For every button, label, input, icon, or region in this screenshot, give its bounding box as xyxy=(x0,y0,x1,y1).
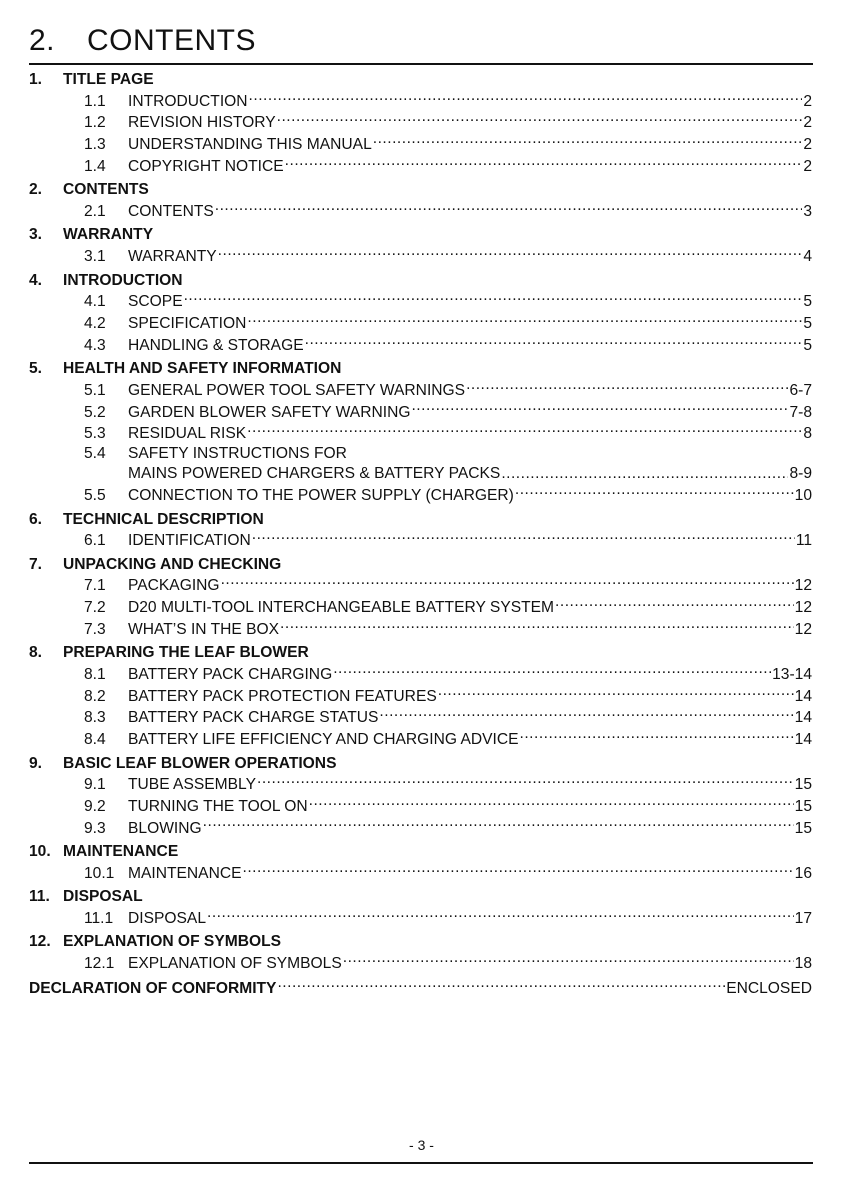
entry-page-number: 2 xyxy=(803,157,812,175)
section-heading[interactable] xyxy=(29,510,812,530)
section-title: EXPLANATION OF SYMBOLS xyxy=(63,933,282,951)
toc-entry[interactable] xyxy=(29,952,812,974)
entry-title xyxy=(128,909,206,929)
section-number: 4. xyxy=(29,271,43,289)
entry-title-line: WHAT’S IN THE BOX xyxy=(128,620,280,638)
dot-leader xyxy=(333,663,771,679)
declaration-page: ENCLOSED xyxy=(726,980,812,998)
dot-leader xyxy=(252,530,795,546)
entry-page-number: 8 xyxy=(803,425,812,443)
entry-page-number: 17 xyxy=(794,909,812,927)
entry-title xyxy=(128,92,248,112)
entry-title-line: BATTERY PACK CHARGE STATUS xyxy=(128,709,379,727)
entry-title xyxy=(128,598,554,618)
toc-entry[interactable] xyxy=(29,795,812,817)
entry-title xyxy=(128,620,279,640)
dot-leader xyxy=(466,379,788,395)
toc-entry[interactable] xyxy=(29,575,812,597)
entry-number: 8.1 xyxy=(84,665,106,683)
page-title-text: CONTENTS xyxy=(87,24,256,57)
dot-leader xyxy=(438,685,794,701)
dot-leader xyxy=(285,155,803,171)
toc-section xyxy=(29,70,812,177)
toc-entry[interactable] xyxy=(29,484,812,506)
dot-leader xyxy=(257,774,794,790)
section-number: 12. xyxy=(29,933,51,951)
section-number: 10. xyxy=(29,843,51,861)
dot-leader xyxy=(379,707,793,723)
dot-leader xyxy=(184,291,803,307)
section-title: TITLE PAGE xyxy=(63,71,154,88)
section-heading[interactable] xyxy=(29,70,812,90)
entry-number: 9.1 xyxy=(84,776,106,794)
entry-page-number: 16 xyxy=(794,864,812,882)
dot-leader xyxy=(247,312,802,328)
entry-title xyxy=(128,247,217,267)
dot-leader xyxy=(309,795,794,811)
toc-section xyxy=(29,359,812,506)
section-heading[interactable] xyxy=(29,643,812,663)
toc-entry[interactable] xyxy=(29,728,812,750)
section-heading[interactable] xyxy=(29,225,812,245)
toc-entry[interactable] xyxy=(29,401,812,423)
toc-entry[interactable] xyxy=(29,291,812,313)
section-title: HEALTH AND SAFETY INFORMATION xyxy=(63,360,342,378)
entry-title-line: GENERAL POWER TOOL SAFETY WARNINGS xyxy=(128,381,466,399)
toc-entry[interactable] xyxy=(29,597,812,619)
section-title: BASIC LEAF BLOWER OPERATIONS xyxy=(63,754,337,772)
entry-title-line: MAINS POWERED CHARGERS & BATTERY PACKS xyxy=(128,465,501,483)
entry-page-number: 13-14 xyxy=(772,665,812,683)
entry-title xyxy=(128,954,342,974)
entry-title xyxy=(128,665,332,685)
entry-page-number: 2 xyxy=(803,92,812,110)
entry-number: 7.2 xyxy=(84,599,106,617)
dot-leader xyxy=(249,90,803,106)
entry-title-line: EXPLANATION OF SYMBOLS xyxy=(128,955,342,973)
section-number: 1. xyxy=(29,71,43,88)
entry-title xyxy=(128,424,246,444)
entry-page-number: 12 xyxy=(794,599,812,617)
toc-entry[interactable] xyxy=(29,907,812,929)
dot-leader xyxy=(373,133,803,149)
entry-number: 6.1 xyxy=(84,532,106,550)
toc-entry[interactable] xyxy=(29,707,812,729)
entry-number: 8.4 xyxy=(84,731,106,749)
entry-page-number: 2 xyxy=(803,136,812,154)
entry-title xyxy=(128,444,500,484)
entry-number: 7.3 xyxy=(84,620,106,638)
declaration-entry[interactable] xyxy=(29,978,812,1000)
toc-entry[interactable] xyxy=(29,423,812,445)
toc-section xyxy=(29,887,812,929)
toc-section xyxy=(29,555,812,640)
dot-leader xyxy=(277,978,725,994)
entry-page-number: 15 xyxy=(794,797,812,815)
toc-entry[interactable] xyxy=(29,155,812,177)
entry-number: 5.4 xyxy=(84,445,106,463)
dot-leader xyxy=(501,469,788,485)
entry-title-line: DISPOSAL xyxy=(128,909,206,927)
section-number: 8. xyxy=(29,644,43,662)
entry-page-number: 5 xyxy=(803,336,812,354)
entry-title-line: REVISION HISTORY xyxy=(128,114,276,132)
entry-page-number: 14 xyxy=(794,709,812,727)
entry-number: 1.2 xyxy=(84,114,106,132)
dot-leader xyxy=(207,907,794,923)
entry-number: 4.1 xyxy=(84,293,106,311)
entry-title xyxy=(128,687,437,707)
title-divider xyxy=(29,63,813,65)
toc-section xyxy=(29,225,812,267)
section-heading[interactable] xyxy=(29,180,812,200)
section-number: 7. xyxy=(29,555,43,573)
entry-title xyxy=(128,819,202,839)
entry-title xyxy=(128,135,372,155)
toc-entry[interactable] xyxy=(29,334,812,356)
section-title: WARRANTY xyxy=(63,226,154,244)
entry-title xyxy=(128,381,465,401)
section-title: UNPACKING AND CHECKING xyxy=(63,555,282,573)
entry-number: 8.2 xyxy=(84,687,106,705)
toc-section xyxy=(29,180,812,222)
section-number: 6. xyxy=(29,510,43,528)
entry-title xyxy=(128,864,242,884)
section-heading[interactable] xyxy=(29,887,812,907)
entry-title-line: D20 MULTI-TOOL INTERCHANGEABLE BATTERY SYSTEM xyxy=(128,599,555,617)
section-heading[interactable] xyxy=(29,932,812,952)
entry-title xyxy=(128,708,378,728)
entry-page-number: 15 xyxy=(794,776,812,794)
entry-page-number: 4 xyxy=(803,248,812,266)
toc-section xyxy=(29,932,812,974)
entry-title xyxy=(128,202,214,222)
entry-number: 1.1 xyxy=(84,92,106,110)
entry-title xyxy=(128,576,220,596)
dot-leader xyxy=(280,618,794,634)
dot-leader xyxy=(221,575,794,591)
section-heading[interactable] xyxy=(29,754,812,774)
section-heading[interactable] xyxy=(29,271,812,291)
entry-page-number: 6-7 xyxy=(789,381,812,399)
entry-title-line: RESIDUAL RISK xyxy=(128,425,247,443)
entry-title-line: MAINTENANCE xyxy=(128,864,242,882)
toc-section xyxy=(29,842,812,884)
entry-page-number: 8-9 xyxy=(789,465,812,483)
toc-entry[interactable] xyxy=(29,817,812,839)
entry-page-number: 7-8 xyxy=(789,403,812,421)
section-title: PREPARING THE LEAF BLOWER xyxy=(63,644,309,662)
entry-title-line: INTRODUCTION xyxy=(128,92,248,110)
toc-entry[interactable] xyxy=(29,685,812,707)
toc-entry[interactable] xyxy=(29,133,812,155)
entry-title xyxy=(128,113,276,133)
entry-number: 4.3 xyxy=(84,336,106,354)
section-number: 2. xyxy=(29,181,43,199)
entry-title-line: SPECIFICATION xyxy=(128,314,247,332)
toc-entry[interactable] xyxy=(29,90,812,112)
toc-entry[interactable] xyxy=(29,862,812,884)
dot-leader xyxy=(520,728,794,744)
section-heading[interactable] xyxy=(29,842,812,862)
entry-title-line: UNDERSTANDING THIS MANUAL xyxy=(128,136,372,154)
entry-title-line: BATTERY PACK CHARGING xyxy=(128,665,333,683)
entry-title xyxy=(128,531,251,551)
entry-number: 5.2 xyxy=(84,403,106,421)
dot-leader xyxy=(515,484,794,500)
entry-page-number: 10 xyxy=(794,487,812,505)
entry-number: 5.5 xyxy=(84,487,106,505)
entry-number: 5.3 xyxy=(84,425,106,443)
entry-page-number: 11 xyxy=(795,532,812,550)
toc-entry[interactable] xyxy=(29,530,812,552)
toc-entry[interactable] xyxy=(29,663,812,685)
entry-number: 8.3 xyxy=(84,709,106,727)
entry-title-line: BLOWING xyxy=(128,819,202,837)
section-number: 3. xyxy=(29,226,43,244)
entry-title-line: BATTERY LIFE EFFICIENCY AND CHARGING ADVICE xyxy=(128,731,519,749)
entry-title xyxy=(128,730,519,750)
toc-section xyxy=(29,643,812,750)
entry-title-line: SAFETY INSTRUCTIONS FOR xyxy=(128,445,347,463)
page-title xyxy=(29,22,256,60)
page-title-number: 2. xyxy=(29,24,56,57)
entry-page-number: 12 xyxy=(794,620,812,638)
entry-title xyxy=(128,403,410,423)
section-title: CONTENTS xyxy=(63,181,149,199)
entry-title-line: SCOPE xyxy=(128,293,183,311)
entry-number: 4.2 xyxy=(84,314,106,332)
entry-title-line: GARDEN BLOWER SAFETY WARNING xyxy=(128,403,411,421)
entry-number: 10.1 xyxy=(84,864,115,882)
toc-entry[interactable] xyxy=(29,379,812,401)
declaration-label: DECLARATION OF CONFORMITY xyxy=(29,980,277,998)
entry-page-number: 14 xyxy=(794,731,812,749)
entry-title xyxy=(128,314,246,334)
toc-section xyxy=(29,754,812,839)
dot-leader xyxy=(243,862,794,878)
entry-title-line: CONTENTS xyxy=(128,202,214,220)
toc-section xyxy=(29,510,812,552)
toc-entry[interactable] xyxy=(29,774,812,796)
entry-page-number: 18 xyxy=(794,955,812,973)
dot-leader xyxy=(343,952,794,968)
dot-leader xyxy=(215,200,803,216)
entry-title-line: BATTERY PACK PROTECTION FEATURES xyxy=(128,687,437,705)
entry-number: 5.1 xyxy=(84,381,106,399)
section-title: INTRODUCTION xyxy=(63,271,183,289)
entry-page-number: 15 xyxy=(794,819,812,837)
entry-title xyxy=(128,775,256,795)
entry-number: 11.1 xyxy=(84,909,114,927)
section-number: 9. xyxy=(29,754,43,772)
section-title: MAINTENANCE xyxy=(63,843,179,861)
toc-entry[interactable] xyxy=(29,444,812,484)
section-number: 5. xyxy=(29,360,43,378)
dot-leader xyxy=(247,423,802,439)
toc-entry[interactable] xyxy=(29,112,812,134)
entry-title-line: WARRANTY xyxy=(128,248,217,266)
page-number: - 3 - xyxy=(409,1137,434,1153)
entry-title-line: TURNING THE TOOL ON xyxy=(128,797,308,815)
entry-page-number: 3 xyxy=(803,202,812,220)
toc-entry[interactable] xyxy=(29,312,812,334)
entry-page-number: 5 xyxy=(803,293,812,311)
entry-number: 3.1 xyxy=(84,248,106,266)
entry-title xyxy=(128,797,308,817)
entry-title-line: TUBE ASSEMBLY xyxy=(128,776,256,794)
entry-title xyxy=(128,157,284,177)
entry-title-line: HANDLING & STORAGE xyxy=(128,336,304,354)
entry-number: 1.3 xyxy=(84,136,106,154)
entry-title-line: PACKAGING xyxy=(128,577,220,595)
entry-number: 12.1 xyxy=(84,955,115,973)
entry-page-number: 14 xyxy=(794,687,812,705)
dot-leader xyxy=(277,112,803,128)
entry-title xyxy=(128,292,183,312)
dot-leader xyxy=(203,817,794,833)
toc-entry[interactable] xyxy=(29,200,812,222)
section-title: TECHNICAL DESCRIPTION xyxy=(63,510,264,528)
entry-number: 7.1 xyxy=(84,577,106,595)
section-title: DISPOSAL xyxy=(63,888,143,906)
entry-number: 9.2 xyxy=(84,797,106,815)
entry-title xyxy=(128,336,304,356)
entry-page-number: 2 xyxy=(803,114,812,132)
section-heading[interactable] xyxy=(29,359,812,379)
toc-entry[interactable] xyxy=(29,246,812,268)
footer-divider xyxy=(29,1162,813,1164)
dot-leader xyxy=(305,334,803,350)
entry-number: 9.3 xyxy=(84,819,106,837)
dot-leader xyxy=(218,246,803,262)
entry-page-number: 5 xyxy=(803,314,812,332)
entry-page-number: 12 xyxy=(794,577,812,595)
section-heading[interactable] xyxy=(29,555,812,575)
dot-leader xyxy=(555,597,794,613)
toc-entry[interactable] xyxy=(29,618,812,640)
entry-title-line: CONNECTION TO THE POWER SUPPLY (CHARGER) xyxy=(128,487,514,505)
entry-title-line: COPYRIGHT NOTICE xyxy=(128,157,284,175)
toc-section xyxy=(29,271,812,356)
dot-leader xyxy=(411,401,788,417)
entry-number: 1.4 xyxy=(84,157,106,175)
entry-title xyxy=(128,486,514,506)
table-of-contents xyxy=(29,70,812,999)
section-number: 11. xyxy=(29,888,50,906)
entry-number: 2.1 xyxy=(84,202,106,220)
entry-title-line: IDENTIFICATION xyxy=(128,532,251,550)
